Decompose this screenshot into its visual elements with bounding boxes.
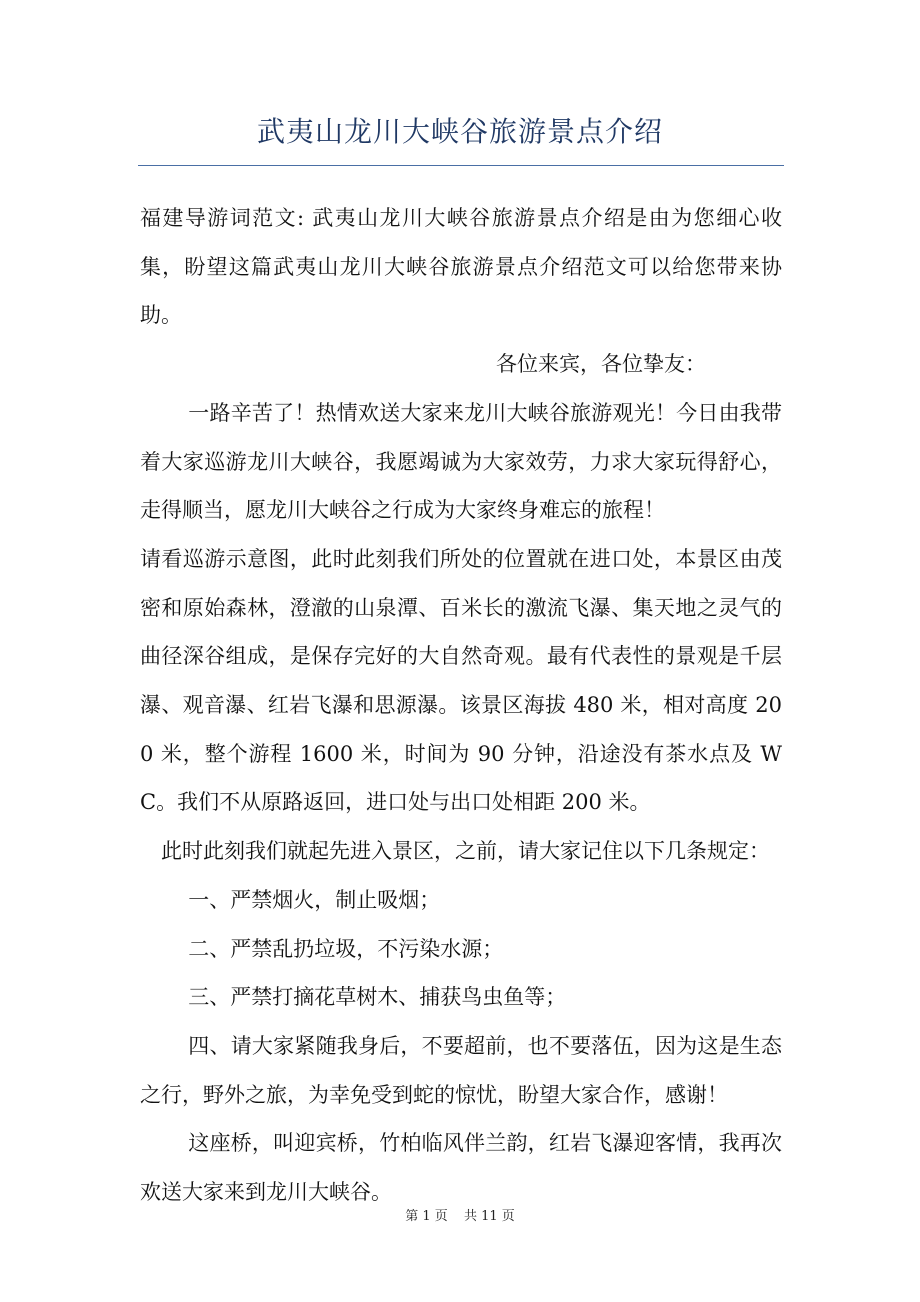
title-underline — [138, 165, 784, 166]
rule-item-2: 二、严禁乱扔垃圾，不污染水源； — [188, 936, 504, 961]
bridge-paragraph: 这座桥，叫迎宾桥，竹柏临风伴兰韵，红岩飞瀑迎客情，我再次欢送大家来到龙川大峡谷。 — [140, 1131, 782, 1205]
page-number: 第 1 页 — [405, 1209, 448, 1224]
map-description-paragraph: 请看巡游示意图，此时此刻我们所处的位置就在进口处，本景区由茂密和原始森林，澄澈的山泉潭、百米长的激流飞瀑、集天地之灵气的曲径深谷组成，是保存完好的大自然奇观。最有代表性的景观是千层瀑、观音瀑、红岩飞瀑和思源瀑。该景区海拔 480 米，相对高度 200 米，整个游程 1600 米，时间为 90 分钟，沿途没有茶水点及 WC。我们不从原路返回，进口处与出口处相距 200 米。 — [140, 546, 782, 815]
page-total: 共 11 页 — [463, 1209, 515, 1224]
intro-paragraph: 福建导游词范文: 武夷山龙川大峡谷旅游景点介绍是由为您细心收集，盼望这篇武夷山龙川大峡谷旅游景点介绍范文可以给您带来协助。 — [140, 206, 782, 328]
document-title: 武夷山龙川大峡谷旅游景点介绍 — [256, 115, 663, 148]
rule-item-4: 四、请大家紧随我身后，不要超前，也不要落伍，因为这是生态之行，野外之旅，为幸免受到蛇的惊忧，盼望大家合作，感谢！ — [140, 1033, 782, 1107]
greeting-line: 各位来宾，各位挚友： — [496, 352, 706, 377]
document-body — [140, 194, 782, 1217]
rule-item-3: 三、严禁打摘花草树木、捕获鸟虫鱼等； — [188, 985, 567, 1010]
welcome-paragraph: 一路辛苦了！热情欢送大家来龙川大峡谷旅游观光！今日由我带着大家巡游龙川大峡谷，我愿竭诚为大家效劳，力求大家玩得舒心，走得顺当，愿龙川大峡谷之行成为大家终身难忘的旅程！ — [140, 400, 782, 523]
page-footer — [0, 1207, 920, 1227]
rules-intro-paragraph: 此时此刻我们就起先进入景区，之前，请大家记住以下几条规定： — [161, 839, 770, 864]
rule-item-1: 一、严禁烟火，制止吸烟； — [188, 887, 441, 912]
